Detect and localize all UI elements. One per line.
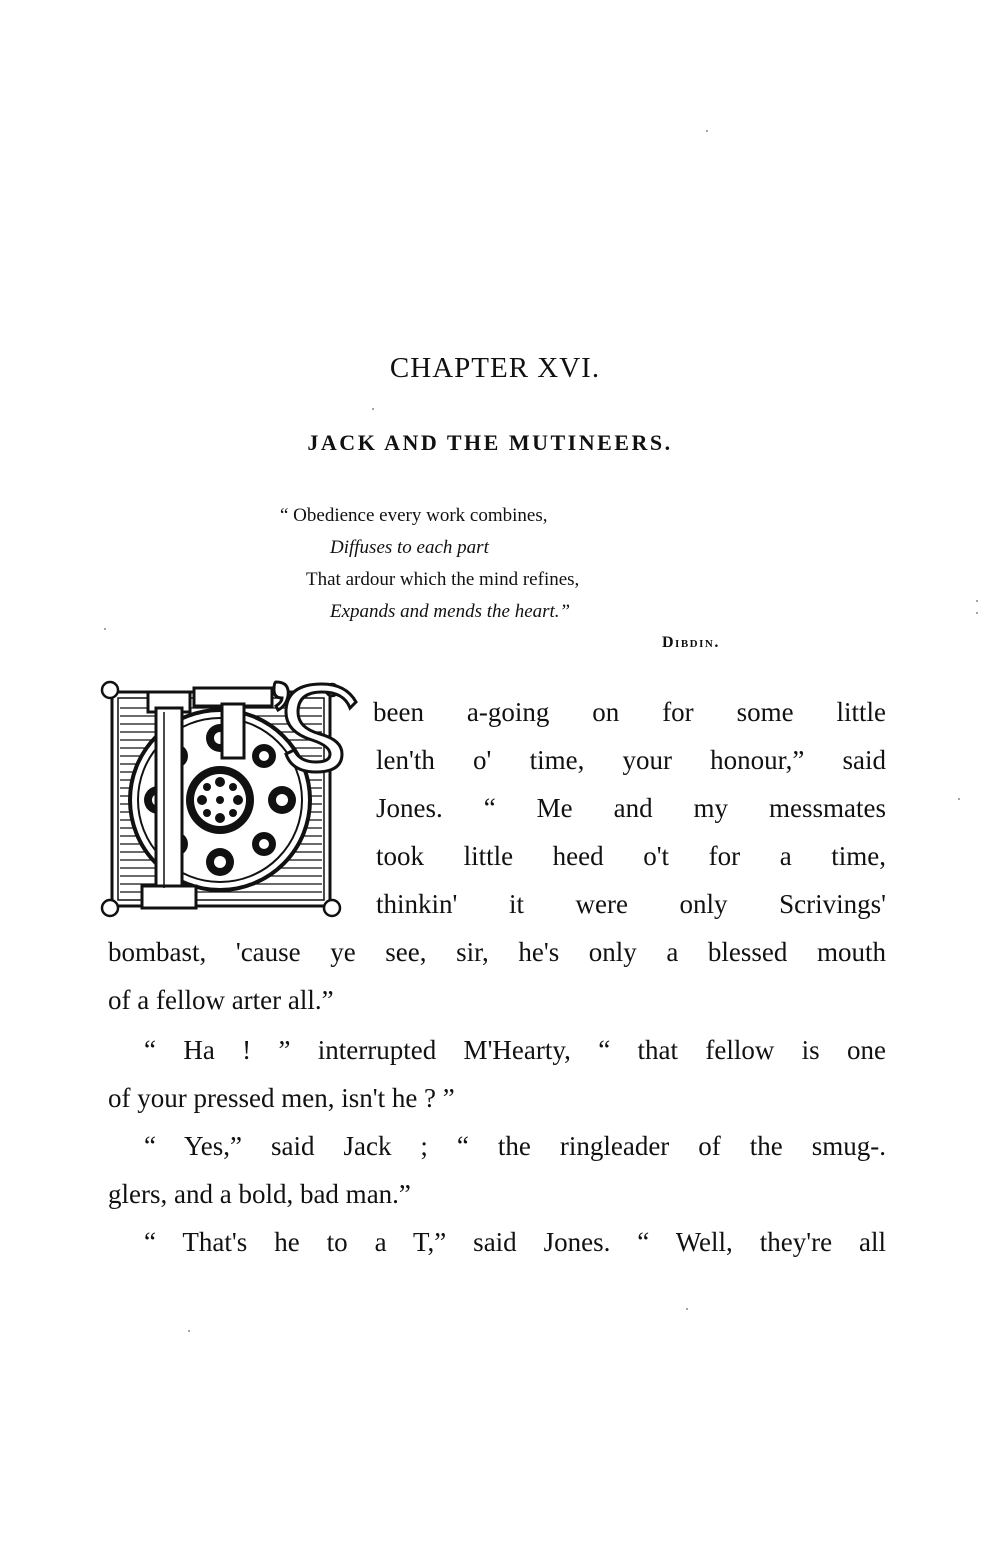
text-line: glers, and a bold, bad man.” xyxy=(108,1179,411,1209)
text-line: of your pressed men, isn't he ? ” xyxy=(108,1083,455,1113)
scan-speck xyxy=(706,130,708,132)
paragraph-1 xyxy=(108,688,886,1024)
chapter-subtitle: JACK AND THE MUTINEERS. xyxy=(307,430,673,455)
paragraph-2 xyxy=(108,1026,886,1122)
text-line: “ That's he to a T,” said Jones. “ Well, they're all xyxy=(144,1227,886,1257)
text-line: took little heed o't for a time, xyxy=(376,841,886,871)
scan-speck xyxy=(188,1330,190,1332)
epigraph-attribution: Dibdin. xyxy=(662,634,720,651)
scan-speck xyxy=(686,1308,688,1310)
text-line: bombast, 'cause ye see, sir, he's only a blessed mouth xyxy=(108,937,886,967)
epigraph-line: That ardour which the mind refines, xyxy=(306,569,580,590)
chapter-title: CHAPTER XVI. xyxy=(389,352,601,384)
scan-speck xyxy=(958,798,960,800)
text-line: “ Ha ! ” interrupted M'Hearty, “ that fellow is one xyxy=(144,1035,886,1065)
text-line: been a-going on for some little xyxy=(373,697,886,727)
scan-speck xyxy=(976,600,978,602)
scan-speck xyxy=(976,612,978,614)
scan-speck xyxy=(372,408,374,410)
text-line: of a fellow arter all.” xyxy=(108,985,334,1015)
epigraph-line: Expands and mends the heart.” xyxy=(330,601,571,622)
text-line: thinkin' it were only Scrivings' xyxy=(376,889,886,919)
paragraph-4 xyxy=(108,1218,886,1266)
paragraph-3 xyxy=(108,1122,886,1218)
text-line: Jones. “ Me and my messmates xyxy=(376,793,886,823)
epigraph-line: “ Obedience every work combines, xyxy=(280,505,548,526)
text-line: len'th o' time, your honour,” said xyxy=(376,745,886,775)
scan-speck xyxy=(104,628,106,630)
epigraph-line: Diffuses to each part xyxy=(330,537,489,558)
text-line: “ Yes,” said Jack ; “ the ringleader of the smug-. xyxy=(144,1131,886,1161)
epigraph xyxy=(280,500,579,628)
